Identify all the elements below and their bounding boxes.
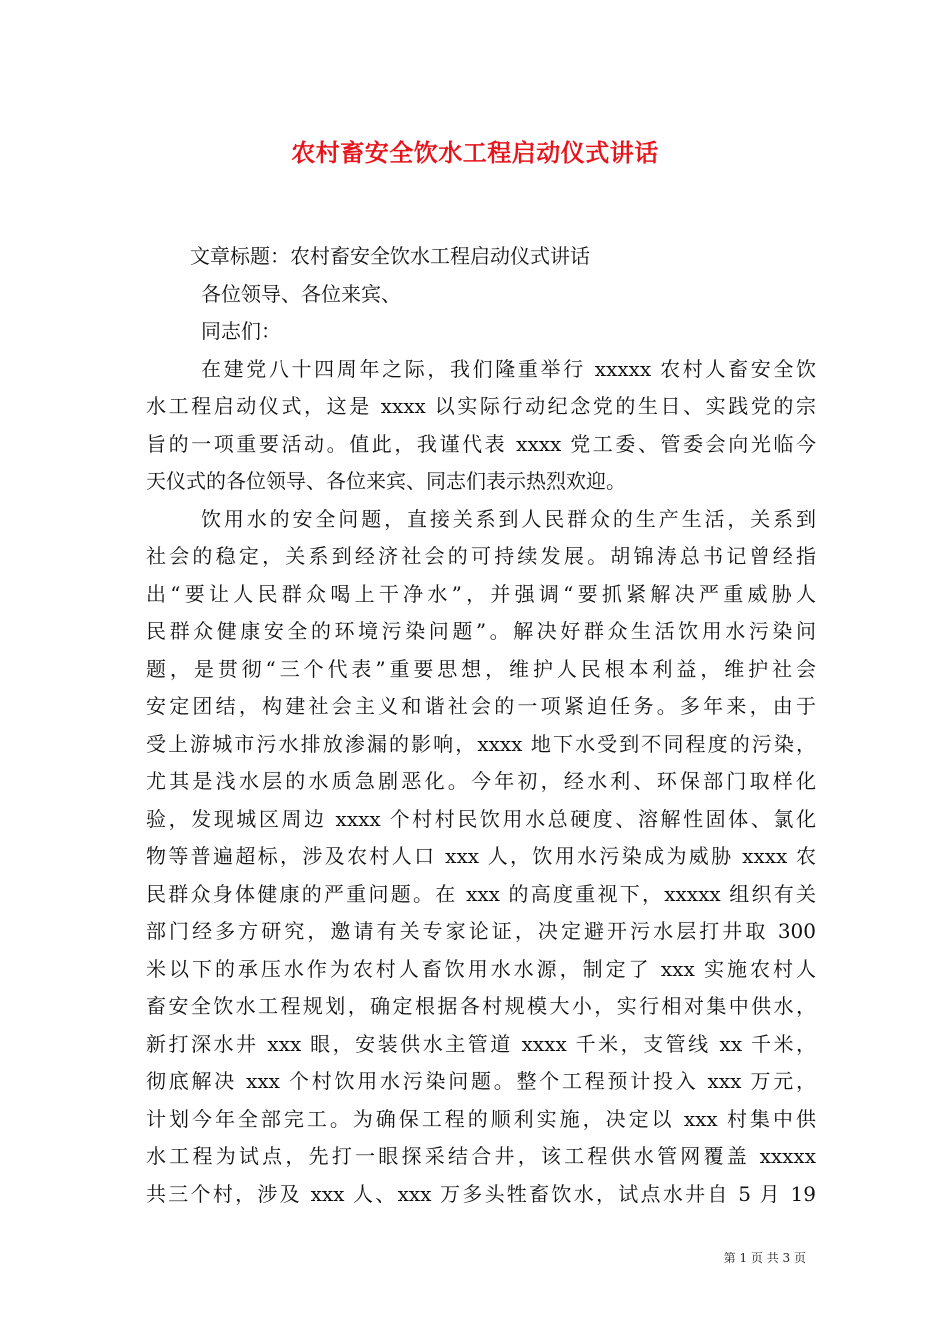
paragraph-line: 旨的一项重要活动。值此，我谨代表 xxxx 党工委、管委会向光临今 (146, 431, 816, 456)
document-title: 农村畜安全饮水工程启动仪式讲话 (291, 138, 659, 167)
paragraph-line: 畜安全饮水工程规划，确定根据各村规模大小，实行相对集中供水， (146, 994, 816, 1018)
paragraph-line: 安定团结，构建社会主义和谐社会的一项紧迫任务。多年来，由于 (146, 694, 816, 718)
article-title-line: 文章标题：农村畜安全饮水工程启动仪式讲话 (190, 244, 590, 268)
paragraph-line: 社会的稳定，关系到经济社会的可持续发展。胡锦涛总书记曾经指 (146, 544, 816, 568)
paragraph-line: 天仪式的各位领导、各位来宾、同志们表示热烈欢迎。 (146, 469, 626, 493)
paragraph-line: 在建党八十四周年之际，我们隆重举行 xxxxx 农村人畜安全饮 (201, 356, 816, 381)
paragraph-line: 尤其是浅水层的水质急剧恶化。今年初，经水利、环保部门取样化 (146, 769, 816, 793)
paragraph-2 (146, 501, 816, 1214)
page-footer: 第 1 页 共 3 页 (723, 1251, 806, 1265)
greeting-line: 同志们： (201, 319, 281, 343)
paragraph-line: 水工程启动仪式，这是 xxxx 以实际行动纪念党的生日、实践党的宗 (146, 394, 816, 418)
paragraph-line: 彻底解决 xxx 个村饮用水污染问题。整个工程预计投入 xxx 万元， (146, 1069, 816, 1093)
paragraph-line: 题，是贯彻“三个代表”重要思想，维护人民根本利益，维护社会 (146, 656, 816, 681)
paragraph-line: 计划今年全部完工。为确保工程的顺利实施，决定以 xxx 村集中供 (146, 1106, 816, 1131)
paragraph-line: 饮用水的安全问题，直接关系到人民群众的生产生活，关系到 (201, 506, 816, 531)
paragraph-line: 部门经多方研究，邀请有关专家论证，决定避开污水层打井取 300 (146, 919, 816, 943)
paragraph-1 (146, 351, 816, 501)
greeting-line: 各位领导、各位来宾、 (201, 281, 401, 306)
paragraph-line: 水工程为试点，先打一眼探采结合井，该工程供水管网覆盖 xxxxx (146, 1144, 816, 1168)
paragraph-line: 共三个村，涉及 xxx 人、xxx 万多头牲畜饮水，试点水井自 5 月 19 (146, 1181, 816, 1206)
paragraph-line: 民群众健康安全的环境污染问题”。解决好群众生活饮用水污染问 (146, 619, 816, 643)
paragraph-line: 出“要让人民群众喝上干净水”，并强调“要抓紧解决严重威胁人 (146, 581, 816, 606)
paragraph-line: 新打深水井 xxx 眼，安装供水主管道 xxxx 千米，支管线 xx 千米， (146, 1031, 816, 1056)
paragraph-line: 验，发现城区周边 xxxx 个村村民饮用水总硬度、溶解性固体、氯化 (146, 806, 816, 831)
document-body (146, 238, 816, 1213)
paragraph-line: 米以下的承压水作为农村人畜饮用水水源，制定了 xxx 实施农村人 (146, 956, 816, 981)
paragraph-line: 物等普遍超标，涉及农村人口 xxx 人，饮用水污染成为威胁 xxxx 农 (146, 844, 816, 868)
paragraph-line: 民群众身体健康的严重问题。在 xxx 的高度重视下，xxxxx 组织有关 (146, 881, 816, 906)
paragraph-line: 受上游城市污水排放渗漏的影响，xxxx 地下水受到不同程度的污染， (146, 731, 816, 756)
